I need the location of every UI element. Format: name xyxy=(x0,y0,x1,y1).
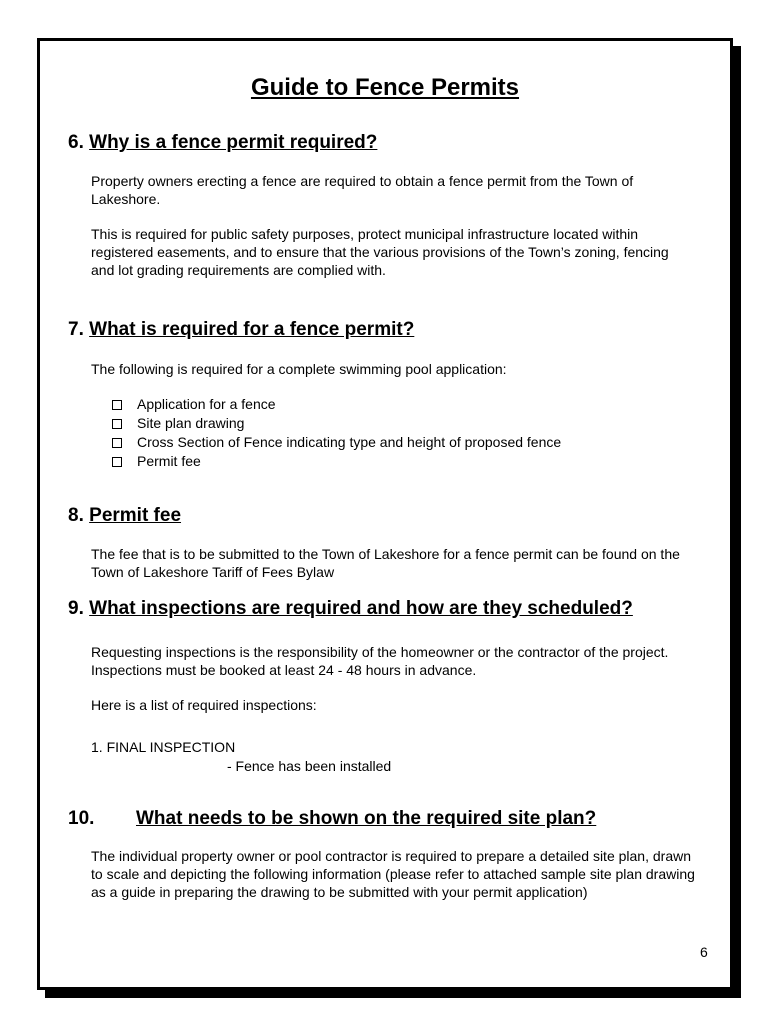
list-item: Site plan drawing xyxy=(112,414,561,433)
section-6-paragraph-1: Property owners erecting a fence are required to obtain a fence permit from the Town of Lakeshore. xyxy=(91,173,634,207)
section-9-heading xyxy=(68,598,633,620)
section-9-number: 9. xyxy=(68,598,84,619)
list-item: Permit fee xyxy=(112,452,561,471)
checkbox-icon xyxy=(112,419,122,429)
section-7-number: 7. xyxy=(68,319,84,340)
inspection-detail: - Fence has been installed xyxy=(227,758,392,774)
checkbox-icon xyxy=(112,400,122,410)
list-item: Cross Section of Fence indicating type and height of proposed fence xyxy=(112,433,561,452)
section-10-number: 10. xyxy=(68,808,95,829)
section-6-paragraph-2: This is required for public safety purposes, protect municipal infrastructure located within registered easements, and to ensure that the various provisions of the Town’s zoning, fencing and lot grading requirements are complied with. xyxy=(91,226,669,278)
page-title: Guide to Fence Permits xyxy=(250,74,520,101)
section-9-paragraph-1: Requesting inspections is the responsibility of the homeowner or the contractor of the project. Inspections must be booked at least 24 - 48 hours in advance. xyxy=(91,644,669,678)
section-8-title: Permit fee xyxy=(89,505,182,526)
checkbox-icon xyxy=(112,438,122,448)
section-8-paragraph: The fee that is to be submitted to the Town of Lakeshore for a fence permit can be found on the Town of Lakeshore Tariff of Fees Bylaw xyxy=(91,546,680,580)
section-9-title: What inspections are required and how are they scheduled? xyxy=(89,598,633,619)
section-6-number: 6. xyxy=(68,132,84,153)
list-item: Application for a fence xyxy=(112,395,561,414)
section-6-heading xyxy=(68,132,377,154)
section-10-heading xyxy=(68,808,597,830)
section-10-title: What needs to be shown on the required site plan? xyxy=(136,808,597,829)
section-9-paragraph-2: Here is a list of required inspections: xyxy=(91,697,317,713)
section-7-paragraph: The following is required for a complete swimming pool application: xyxy=(91,361,507,377)
section-7-heading xyxy=(68,319,414,341)
section-8-heading xyxy=(68,505,181,527)
requirements-list xyxy=(112,395,561,471)
inspection-item: 1. FINAL INSPECTION xyxy=(91,739,236,755)
page-number: 6 xyxy=(700,944,708,960)
section-8-number: 8. xyxy=(68,505,84,526)
section-10-paragraph: The individual property owner or pool contractor is required to prepare a detailed site plan, drawn to scale and depicting the following information (please refer to attached sample site plan drawing as a guide in preparing the drawing to be submitted with your permit application) xyxy=(91,848,695,900)
checkbox-icon xyxy=(112,457,122,467)
section-6-title: Why is a fence permit required? xyxy=(89,132,378,153)
section-7-title: What is required for a fence permit? xyxy=(89,319,415,340)
